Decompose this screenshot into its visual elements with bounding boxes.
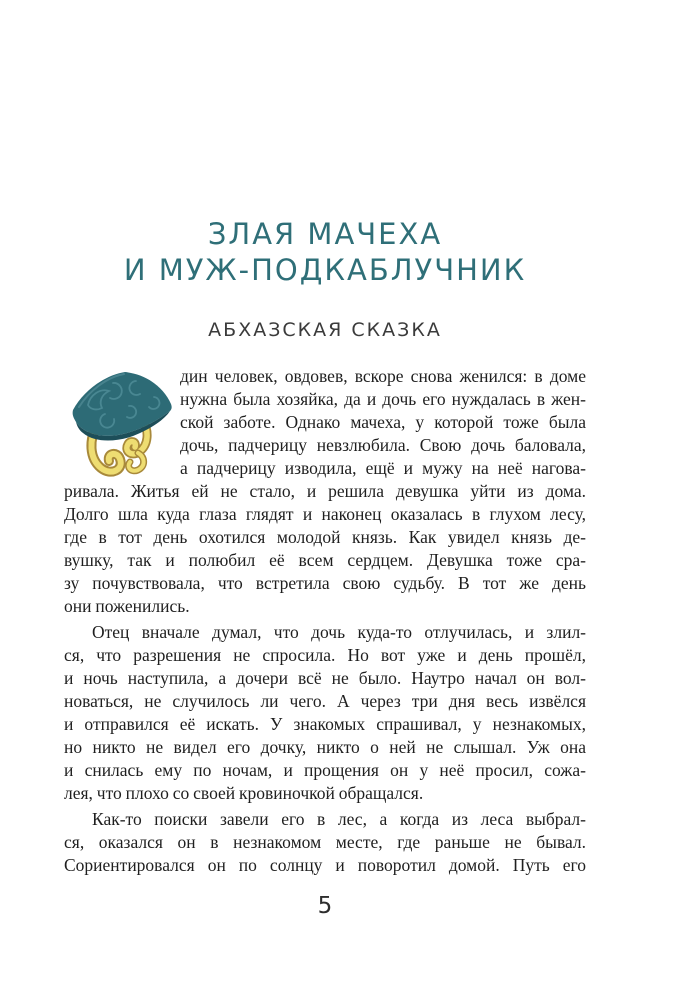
story-line: дин человек, овдовев, вскоре снова женился: в доме <box>180 366 586 386</box>
story-line: и отправился её искать. У знакомых спрашивал, у незнакомых, <box>64 714 586 734</box>
story-line: ривала. Житья ей не стало, и решила девушка уйти из дома. <box>64 481 586 501</box>
story-line: а падчерицу изводила, ещё и мужу на неё нагова- <box>180 458 586 478</box>
story-line: лея, что плохо со своей кровиночкой обращался. <box>64 783 424 803</box>
story-line: Отец вначале думал, что дочь куда-то отлучилась, и злил- <box>92 622 586 642</box>
story-text <box>64 365 586 877</box>
story-line: они поженились. <box>64 596 190 616</box>
felt-hat <box>73 372 172 441</box>
story-line: где в тот день охотился молодой князь. Как увидел князь де- <box>64 527 586 547</box>
story-line: ской заботе. Однако мачеха, у которой тоже была <box>180 412 586 432</box>
page-number: 5 <box>317 893 333 919</box>
story-line: и ночь наступила, а дочери всё не было. Наутро начал он вол- <box>64 668 586 688</box>
story-line: Долго шла куда глаза глядят и наконец оказалась в глухом лесу, <box>64 504 586 524</box>
story-line: но никто не видел его дочку, никто о ней не слышал. Уж она <box>64 737 586 757</box>
story-line: и снилась ему по ночам, и прощения он у неё просил, сожа- <box>64 760 586 780</box>
chapter-title-line-1: ЗЛАЯ МАЧЕХА <box>207 217 443 251</box>
story-line: Сориентировался он по солнцу и поворотил домой. Путь его <box>64 855 586 875</box>
chapter-header <box>64 216 586 288</box>
paragraph-3 <box>64 808 586 877</box>
story-line: вушку, так и полюбил её всем сердцем. Девушка тоже сра- <box>64 550 586 570</box>
story-line: нужна была хозяйка, да и дочь его нуждалась в жен- <box>180 389 586 409</box>
paragraph-2 <box>64 621 586 805</box>
story-line: новаться, не случилось ли чего. А через три дня весь извёлся <box>64 691 586 711</box>
chapter-title-line-2: И МУЖ-ПОДКАБЛУЧНИК <box>123 253 527 287</box>
story-line: ся, оказался он в незнакомом месте, где раньше не бывал. <box>64 832 586 852</box>
story-line: ся, что разрешения не спросила. Но вот уже и день прошёл, <box>64 645 586 665</box>
story-line: Как-то поиски завели его в лес, а когда из леса выбрал- <box>92 809 586 829</box>
drop-cap-hat-illustration <box>67 368 175 480</box>
chapter-subtitle: АБХАЗСКАЯ СКАЗКА <box>208 319 442 341</box>
story-line: дочь, падчерицу невзлюбила. Свою дочь баловала, <box>180 435 586 455</box>
story-line: зу почувствовала, что встретила свою судьбу. В тот же день <box>64 573 586 593</box>
